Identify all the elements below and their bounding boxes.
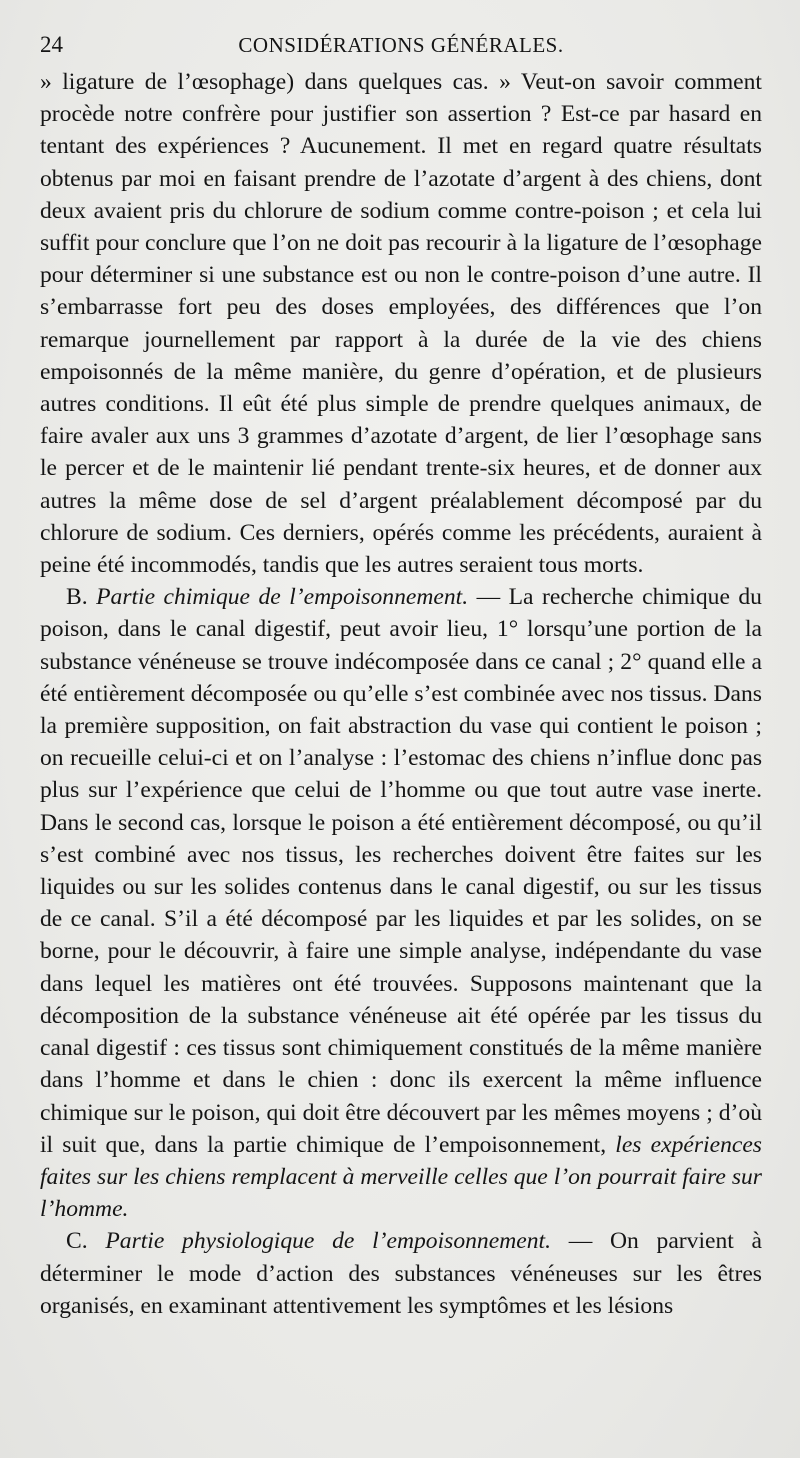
paragraph-c <box>40 1225 762 1322</box>
section-body-c: — On parvient à déterminer le mode d’action des substances vénéneuses sur les êtres organisés, en examinant attentivement les symptômes et les lésions <box>40 1228 763 1319</box>
section-body-b: — La recherche chimique du poison, dans le canal digestif, peut avoir lieu, 1° lorsqu’une portion de la substance vénéneuse se trouve indécomposée dans ce canal ; 2° quand elle a été entièrement décomposée ou qu’elle s’est combinée avec nos tissus. Dans la première supposition, on fait abstraction du vase qui contient le poison ; on recueille celui-ci et on l’analyse : l’estomac des chiens n’influe donc pas plus sur l’expérience que celui de l’homme ou que tout autre vase inerte. Dans le second cas, lorsque le poison a été entièrement décomposé, ou qu’il s’est combiné avec nos tissus, les recherches doivent être faites sur les liquides ou sur les solides contenus dans le canal digestif, ou sur les tissus de ce canal. S’il a été décomposé par les liquides et par les solides, on se borne, pour le découvrir, à faire une simple analyse, indépendante du vase dans lequel les matières ont été trouvées. Supposons maintenant que la décomposition de la substance vénéneuse ait été opérée par les tissus du canal digestif : ces tissus sont chimiquement constitués de la même manière dans l’homme et dans le chien : donc ils exercent la même influence chimique sur le poison, qui doit être découvert par les mêmes moyens ; d’où il suit que, dans la partie chimique de l’empoisonnement, <box>40 584 762 1158</box>
section-label-b: B. <box>66 584 88 611</box>
body-text <box>40 66 762 1322</box>
paragraph-1: » ligature de l’œsophage) dans quelques cas. » Veut-on savoir comment procède notre confrère pour justifier son assertion ? Est-ce par hasard en tentant des expériences ? Aucunement. Il met en regard quatre résultats obtenus par moi en faisant prendre de l’azotate d’argent à des chiens, dont deux avaient pris du chlorure de sodium comme contre-poison ; et cela lui suffit pour conclure que l’on ne doit pas recourir à la ligature de l’œsophage pour déterminer si une substance est ou non le contre-poison d’une autre. Il s’embarrasse fort peu des doses employées, des différences que l’on remarque journellement par rapport à la durée de la vie des chiens empoisonnés de la même manière, du genre d’opération, et de plusieurs autres conditions. Il eût été plus simple de prendre quelques animaux, de faire avaler aux uns 3 grammes d’azotate d’argent, de lier l’œsophage sans le percer et de le maintenir lié pendant trente-six heures, et de donner aux autres la même dose de sel d’argent préalablement décomposé par du chlorure de sodium. Ces derniers, opérés comme les précédents, auraient à peine été incommodés, tandis que les autres seraient tous morts. <box>40 69 762 579</box>
section-emphasis-b: les expériences faites sur les chiens remplacent à merveille celles que l’on pourrait faire sur l’homme. <box>40 1131 762 1223</box>
section-title-b: Partie chimique de l’empoisonnement. <box>96 584 469 611</box>
page-number: 24 <box>40 32 63 57</box>
section-title-c: Partie physiologique de l’empoisonnement. <box>105 1228 551 1255</box>
paragraph-b <box>40 581 762 1225</box>
page-header <box>40 32 762 66</box>
section-label-c: C. <box>66 1228 88 1255</box>
running-title: CONSIDÉRATIONS GÉNÉRALES. <box>238 33 564 57</box>
